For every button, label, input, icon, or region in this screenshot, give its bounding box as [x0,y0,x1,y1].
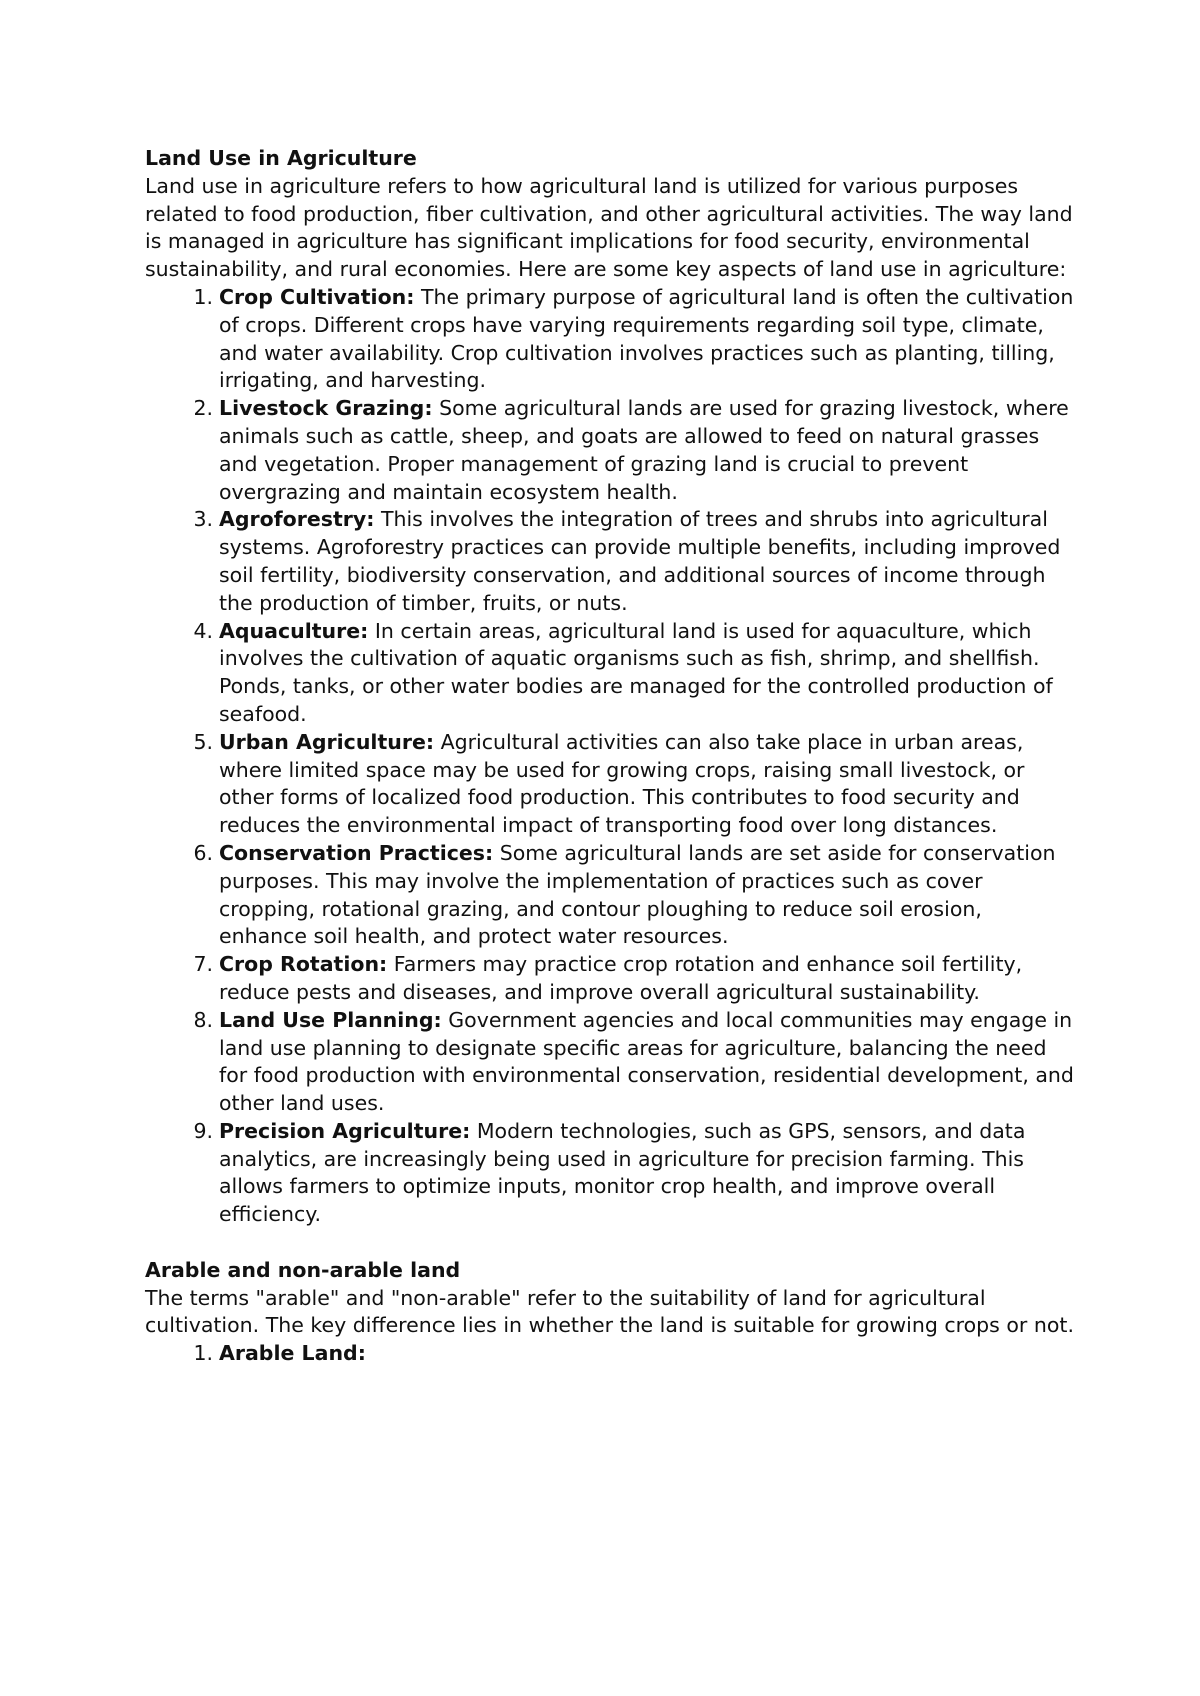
intro-paragraph-land-use: Land use in agriculture refers to how agricultural land is utilized for various purposes related to food production, fiber cultivation, and other agricultural activities. The way land is managed in agriculture has significant implications for food security, environmental sustainability, and rural economies. Here are some key aspects of land use in agriculture: [145,173,1073,282]
arable-list [145,1340,1075,1368]
list-item-term: Crop Cultivation: [219,284,415,309]
list-item-text: Modern technologies, such as GPS, sensors, and data analytics, are increasingly being used in agriculture for precision farming. This allows farmers to optimize inputs, monitor crop health, and improve overall efficiency. [219,1118,1026,1227]
list-item-number: 9. [193,1118,213,1143]
list-item [193,1007,1075,1118]
list-item-number: 7. [193,952,213,977]
list-item-term: Precision Agriculture: [219,1118,471,1143]
intro-paragraph-arable: The terms "arable" and "non-arable" refer to the suitability of land for agricultural cultivation. The key difference lies in whether the land is suitable for growing crops or not. [145,1285,1074,1338]
list-item-number: 1. [193,284,213,309]
list-item-number: 1. [193,1341,213,1366]
list-item-text: Agricultural activities can also take place in urban areas, where limited space may be used for growing crops, raising small livestock, or other forms of localized food production. This contributes to food security and reduces the environmental impact of transporting food over long distances. [219,729,1025,838]
document-page [145,145,1075,1368]
list-item-text: In certain areas, agricultural land is used for aquaculture, which involves the cultivation of aquatic organisms such as fish, shrimp, and shellfish. Ponds, tanks, or other water bodies are managed for the controlled production of seafood. [219,618,1053,726]
list-item [193,506,1075,617]
list-item [193,395,1075,506]
list-item [193,840,1075,951]
list-item-term: Land Use Planning: [219,1007,442,1032]
list-item-number: 5. [193,729,213,754]
list-item [193,1340,1075,1368]
list-item-term: Aquaculture: [219,618,369,643]
section-title-land-use: Land Use in Agriculture [145,146,417,170]
list-item [193,729,1075,840]
list-item-text: Some agricultural lands are set aside for conservation purposes. This may involve the implementation of practices such as cover cropping, rotational grazing, and contour ploughing to reduce soil erosion, enhance soil health, and protect water resources. [219,840,1056,949]
list-item-term: Arable Land: [219,1341,366,1366]
list-item-text: Some agricultural lands are used for grazing livestock, where animals such as cattle, sheep, and goats are allowed to feed on natural grasses and vegetation. Proper management of grazing land is crucial to prevent overgrazing and maintain ecosystem health. [219,396,1069,504]
list-item [193,284,1075,395]
land-use-list [145,284,1075,1229]
list-item-number: 3. [193,507,213,532]
list-item-number: 2. [193,396,213,421]
list-item-term: Agroforestry: [219,507,375,532]
list-item-text: This involves the integration of trees and shrubs into agricultural systems. Agroforestry practices can provide multiple benefits, including improved soil fertility, biodiversity conservation, and additional sources of income through the production of timber, fruits, or nuts. [219,507,1061,615]
list-item-text: The primary purpose of agricultural land is often the cultivation of crops. Different crops have varying requirements regarding soil type, climate, and water availability. Crop cultivation involves practices such as planting, tilling, irrigating, and harvesting. [219,284,1074,393]
list-item-number: 8. [193,1007,213,1032]
list-item-number: 6. [193,840,213,865]
list-item-term: Livestock Grazing: [219,396,433,421]
list-item-term: Urban Agriculture: [219,729,435,754]
list-item [193,618,1075,729]
list-item [193,1118,1075,1229]
list-item-text: Government agencies and local communities may engage in land use planning to designate specific areas for agriculture, balancing the need for food production with environmental conservation, residential development, and other land uses. [219,1007,1074,1116]
list-item-number: 4. [193,618,213,643]
paragraph-spacer [145,1229,1075,1257]
list-item-term: Conservation Practices: [219,840,494,865]
section-title-arable: Arable and non-arable land [145,1257,461,1282]
list-item-term: Crop Rotation: [219,952,388,977]
list-item-text: Farmers may practice crop rotation and enhance soil fertility, reduce pests and diseases, and improve overall agricultural sustainability. [219,952,1023,1004]
list-item [193,951,1075,1007]
